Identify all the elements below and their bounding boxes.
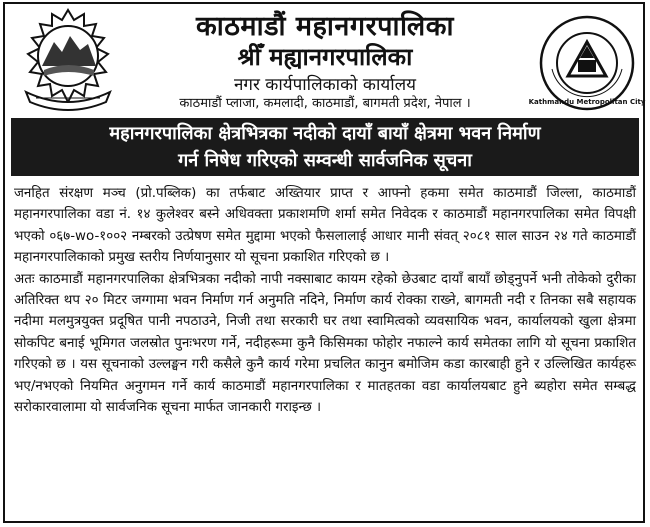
municipality-motto: श्रीँ मह्यानगरपालिका — [237, 43, 413, 71]
notice-paragraph-1: जनहित संरक्षण मञ्च (प्रो.पब्लिक) का तर्फबाट अख्तियार प्राप्त र आफ्नो हकमा समेत काठमाडौं जिल्ला, काठमाडौं महानगरपालिका वडा नं. १४ कुलेश्वर बस्ने अधिवक्ता प्रकाशमणि शर्मा समेत निवेदक र काठमाडौं महानगरपालिका समेत विपक्षी भएको ०६७-wo-१००२ नम्बरको उत्प्रेषण समेत मुद्दामा भएको फैसलालाई आधार मानी संवत् २०८१ साल साउन २४ गते काठमाडौं महानगरपालिकाको प्रमुख स्तरीय निर्णयानुसार यो सूचना प्रकाशित गरिएको छ । — [14, 186, 636, 266]
notice-paragraph-2: अतः काठमाडौं महानगरपालिका क्षेत्रभित्रका नदीको नापी नक्साबाट कायम रहेको छेउबाट दायाँ बायाँ छोड्नुपर्ने भनी तोकेको दुरीका अतिरिक्त थप २० मिटर जग्गामा भवन निर्माण गर्न अनुमति नदिने, निर्माण कार्य रोक्का राख्ने, बागमती नदी र तिनका सबै सहायक नदीमा मलमुत्रयुक्त प्रदूषित पानी नपठाउने, निजी तथा सरकारी घर तथा स्वामित्वको व्यवसायिक भवन, कार्यालयको खुला क्षेत्रमा सोकपिट बनाई भूमिगत जलस्रोत पुनःभरण गर्ने, नदीहरूमा कुनै किसिमका फोहोर नफाल्ने कार्य समेतका लागि यो सूचना प्रकाशित गरिएको छ । यस सूचनाको उल्लङ्घन गरी कसैले कुनै कार्य गरेमा प्रचलित कानुन बमोजिम कडा कारबाही हुने र उल्लिखित कार्यहरू भए/नभएको नियमित अनुगमन गर्ने कार्य काठमाडौं महानगरपालिका र मातहतका वडा कार्यालयबाट हुने ब्यहोरा समेत सम्बद्ध सरोकारवालामा यो सार्वजनिक सूचना मार्फत जानकारी गराइन्छ । — [14, 271, 637, 416]
kathmandu-metropolitan-seal-icon — [528, 14, 646, 112]
office-name: नगर कार्यपालिकाको कार्यालय — [233, 75, 417, 95]
notice-title-line2: गर्न निषेध गरिएको सम्वन्धी सार्वजनिक सूचना — [178, 150, 472, 171]
office-address: काठमाडौं प्लाजा, कमलादी, काठमाडौं, बागमती प्रदेश, नेपाल । — [179, 96, 471, 111]
notice-title-line1: महानगरपालिका क्षेत्रभित्रका नदीको दायाँ बायाँ क्षेत्रमा भवन निर्माण — [109, 123, 541, 144]
notice-body — [14, 183, 636, 418]
letterhead — [0, 0, 650, 118]
nepal-emblem-icon — [14, 6, 122, 112]
notice-title-banner — [11, 118, 639, 176]
seal-label: Kathmandu Metropolitan City — [528, 98, 646, 106]
municipality-name: काठमाडौं महानगरपालिका — [196, 11, 454, 42]
